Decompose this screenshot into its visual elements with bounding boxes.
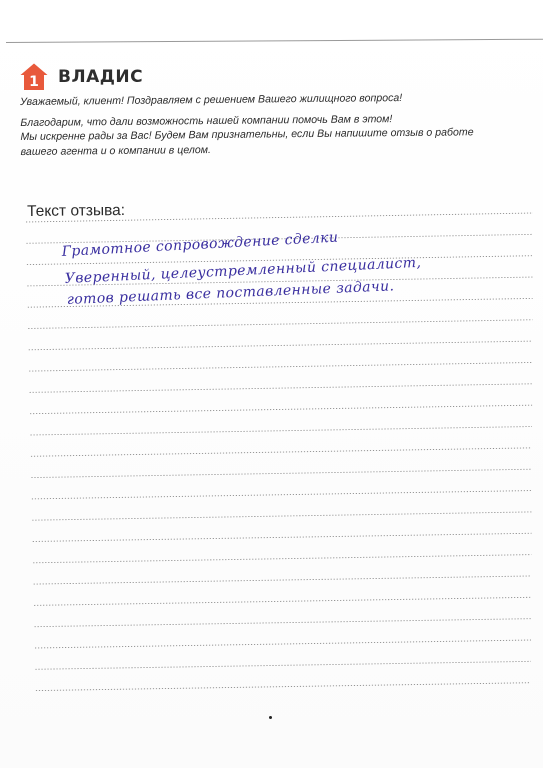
thanks-line-1: Благодарим, что дали возможность нашей компании помочь Вам в этом! [20, 112, 393, 129]
handwritten-line-2: Уверенный, целеустремленный специалист, [64, 254, 422, 287]
handwritten-line-1: Грамотное сопровождение сделки [61, 229, 339, 260]
scan-speck [269, 716, 272, 719]
thanks-line-3: вашего агента и о компании в целом. [20, 143, 211, 158]
logo-digit: 1 [29, 74, 39, 90]
brand-name: ВЛАДИС [58, 67, 144, 87]
greeting-line: Уважаемый, клиент! Поздравляем с решением Вашего жилищного вопроса! [20, 91, 403, 108]
review-heading: Текст отзыва: [27, 201, 126, 220]
thanks-line-2: Мы искренне рады за Вас! Будем Вам признательны, если Вы напишите отзыв о работе [20, 126, 474, 143]
handwritten-line-3: готов решать все поставленные задачи. [66, 278, 395, 308]
